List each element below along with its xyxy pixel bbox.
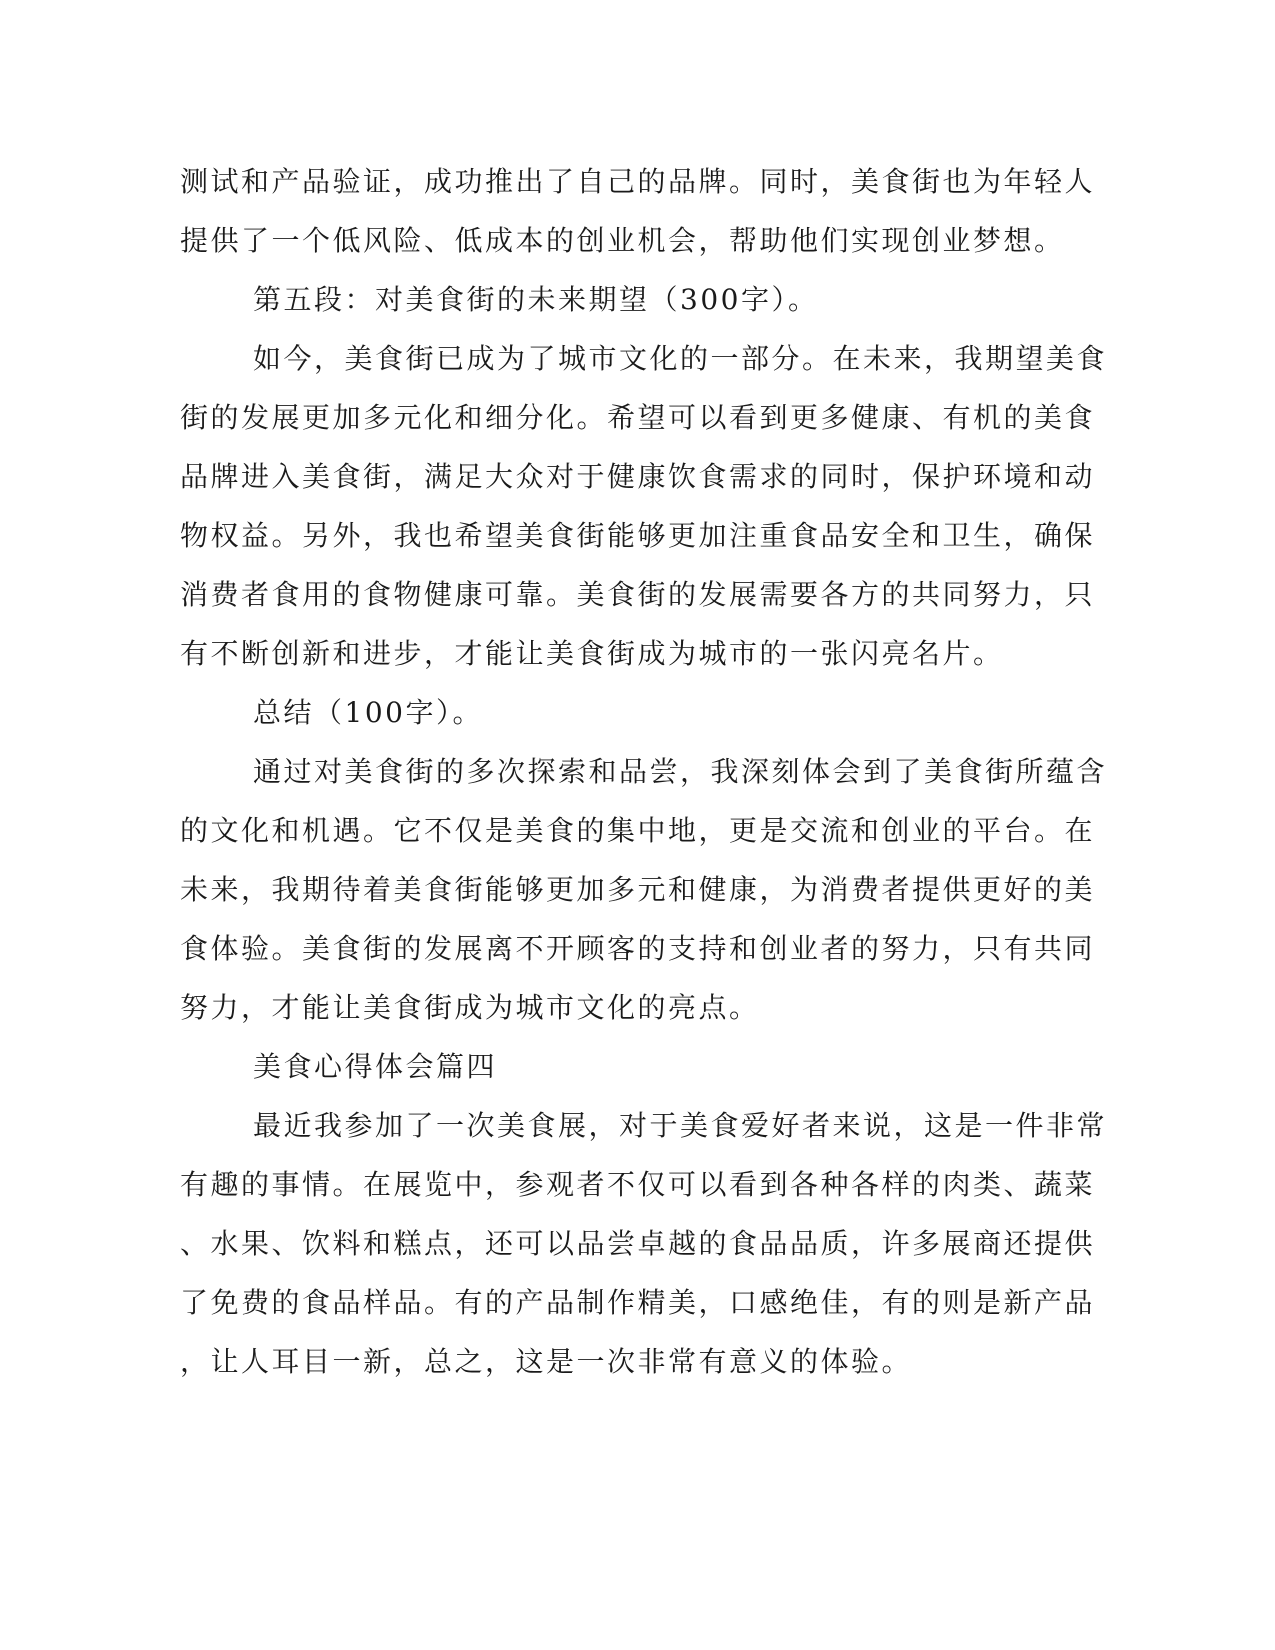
body-text-line: ，让人耳目一新，总之，这是一次非常有意义的体验。 (180, 1345, 913, 1378)
body-text-line: 了免费的食品样品。有的产品制作精美，口感绝佳，有的则是新产品 (180, 1286, 1096, 1319)
paragraph-first-line: 通过对美食街的多次探索和品尝，我深刻体会到了美食街所蕴含 (253, 755, 1108, 788)
body-text-line: 有趣的事情。在展览中，参观者不仅可以看到各种各样的肉类、蔬菜 (180, 1168, 1096, 1201)
body-text-line: 品牌进入美食街，满足大众对于健康饮食需求的同时，保护环境和动 (180, 460, 1096, 493)
section-heading: 总结（100字）。 (253, 696, 483, 729)
body-text-line: 食体验。美食街的发展离不开顾客的支持和创业者的努力，只有共同 (180, 932, 1096, 965)
paragraph-first-line: 最近我参加了一次美食展，对于美食爱好者来说，这是一件非常 (253, 1109, 1108, 1142)
body-text-line: 测试和产品验证，成功推出了自己的品牌。同时，美食街也为年轻人 (180, 165, 1096, 198)
paragraph-first-line: 如今，美食街已成为了城市文化的一部分。在未来，我期望美食 (253, 342, 1108, 375)
body-text-line: 有不断创新和进步，才能让美食街成为城市的一张闪亮名片。 (180, 637, 1004, 670)
body-text-line: 、水果、饮料和糕点，还可以品尝卓越的食品品质，许多展商还提供 (180, 1227, 1096, 1260)
body-text-line: 街的发展更加多元化和细分化。希望可以看到更多健康、有机的美食 (180, 401, 1096, 434)
body-text-line: 未来，我期待着美食街能够更加多元和健康，为消费者提供更好的美 (180, 873, 1096, 906)
body-text-line: 提供了一个低风险、低成本的创业机会，帮助他们实现创业梦想。 (180, 224, 1065, 257)
section-heading: 美食心得体会篇四 (253, 1050, 498, 1083)
body-text-line: 消费者食用的食物健康可靠。美食街的发展需要各方的共同努力，只 (180, 578, 1096, 611)
section-heading: 第五段：对美食街的未来期望（300字）。 (253, 283, 819, 316)
body-text-line: 的文化和机遇。它不仅是美食的集中地，更是交流和创业的平台。在 (180, 814, 1096, 847)
body-text-line: 物权益。另外，我也希望美食街能够更加注重食品安全和卫生，确保 (180, 519, 1096, 552)
body-text-line: 努力，才能让美食街成为城市文化的亮点。 (180, 991, 760, 1024)
